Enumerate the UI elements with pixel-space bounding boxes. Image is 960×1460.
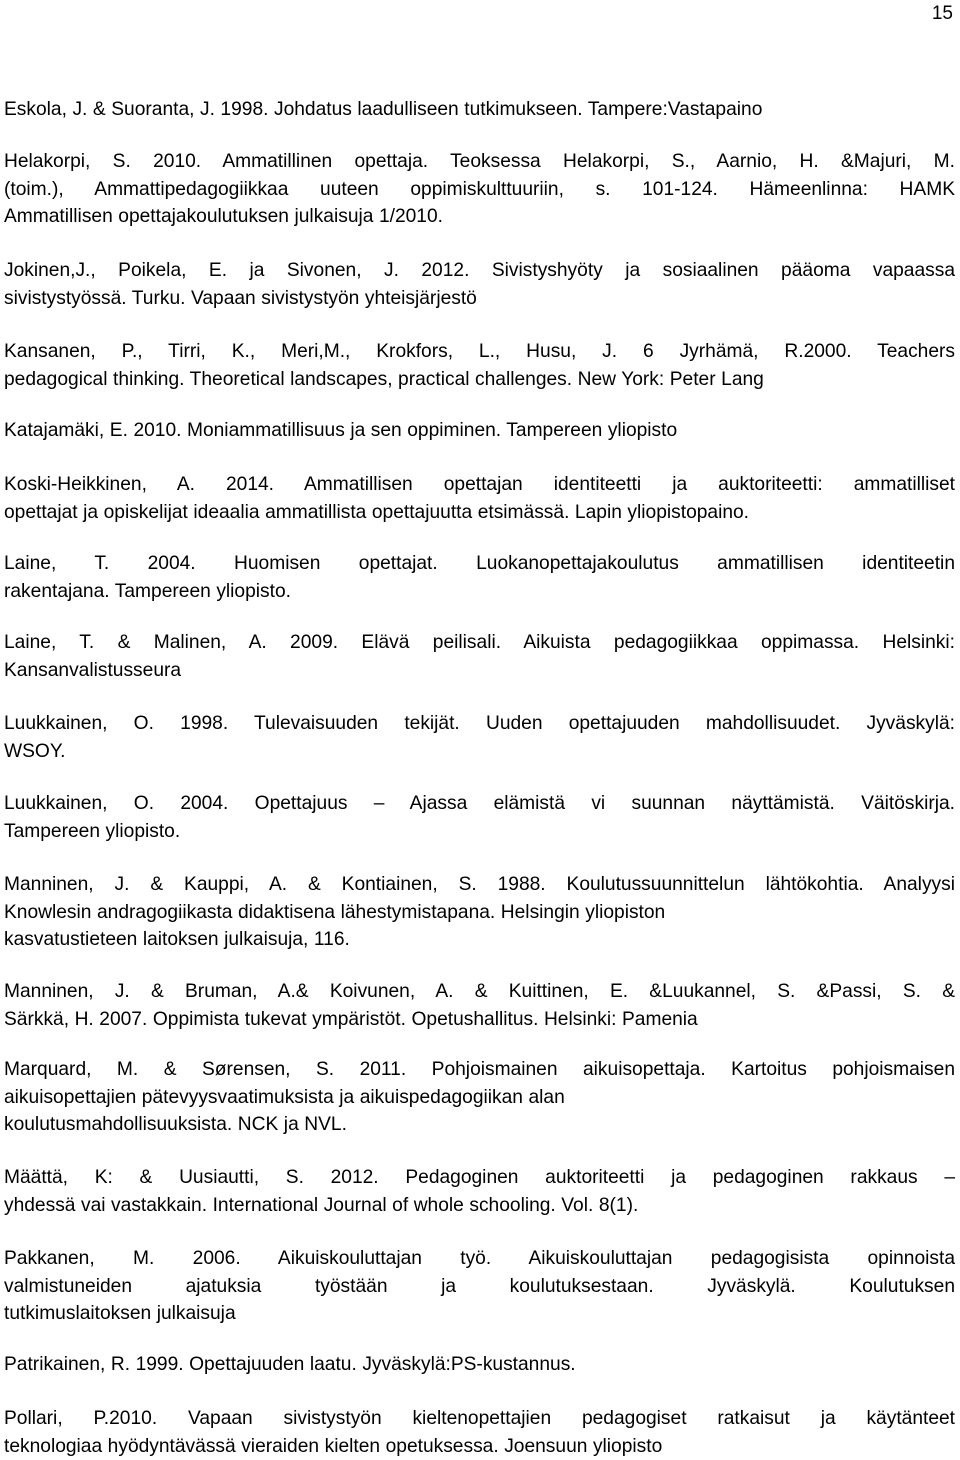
reference-line: Luukkainen, O. 2004. Opettajuus – Ajassa elämistä vi suunnan näyttämistä. Väitöskirja. <box>4 793 955 814</box>
reference-entry <box>4 96 762 124</box>
reference-line: Kansanvalistusseura <box>4 659 182 681</box>
reference-line: aikuisopettajien pätevyysvaatimuksista ja aikuispedagogiikan alan <box>4 1086 565 1108</box>
reference-line: Tampereen yliopisto. <box>4 820 181 842</box>
reference-entry <box>4 1164 955 1219</box>
reference-entry <box>4 629 955 684</box>
reference-line: Särkkä, H. 2007. Oppimista tukevat ympäristöt. Opetushallitus. Helsinki: Pamenia <box>4 1008 698 1030</box>
reference-entry <box>4 1405 955 1460</box>
reference-entry <box>4 550 955 605</box>
reference-line: Jokinen,J., Poikela, E. ja Sivonen, J. 2012. Sivistyshyöty ja sosiaalinen pääoma vapaassa <box>4 260 955 281</box>
reference-line: pedagogical thinking. Theoretical landscapes, practical challenges. New York: Peter Lang <box>4 368 764 390</box>
reference-line: koulutusmahdollisuuksista. NCK ja NVL. <box>4 1114 347 1136</box>
reference-line: tutkimuslaitoksen julkaisuja <box>4 1303 236 1325</box>
reference-line: Pollari, P.2010. Vapaan sivistystyön kieltenopettajien pedagogiset ratkaisut ja käytänteet <box>4 1408 955 1429</box>
reference-line: (toim.), Ammattipedagogiikkaa uuteen oppimiskulttuuriin, s. 101-124. Hämeenlinna: HAMK <box>4 178 955 200</box>
reference-entry <box>4 710 955 765</box>
reference-entry <box>4 338 955 393</box>
reference-line: yhdessä vai vastakkain. International Journal of whole schooling. Vol. 8(1). <box>4 1194 639 1216</box>
reference-line: teknologiaa hyödyntävässä vieraiden kielten opetuksessa. Joensuun yliopisto <box>4 1435 663 1457</box>
reference-line: rakentajana. Tampereen yliopisto. <box>4 580 291 602</box>
reference-line: Kansanen, P., Tirri, K., Meri,M., Krokfors, L., Husu, J. 6 Jyrhämä, R.2000. Teachers <box>4 341 955 362</box>
reference-line: kasvatustieteen laitoksen julkaisuja, 116. <box>4 929 350 951</box>
reference-entry <box>4 1351 955 1379</box>
page-number: 15 <box>931 3 953 24</box>
reference-entry <box>4 871 955 954</box>
reference-line: Määttä, K: & Uusiautti, S. 2012. Pedagoginen auktoriteetti ja pedagoginen rakkaus – <box>4 1167 955 1188</box>
reference-entry <box>4 471 955 526</box>
reference-line: Patrikainen, R. 1999. Opettajuuden laatu. Jyväskylä:PS-kustannus. <box>4 1354 576 1375</box>
reference-entry <box>4 1245 955 1328</box>
reference-line: Manninen, J. & Bruman, A.& Koivunen, A. & Kuittinen, E. &Luukannel, S. &Passi, S. & <box>4 981 955 1002</box>
reference-line: Marquard, M. & Sørensen, S. 2011. Pohjoismainen aikuisopettaja. Kartoitus pohjoismaisen <box>4 1059 955 1080</box>
reference-line: Ammatillisen opettajakoulutuksen julkaisuja 1/2010. <box>4 206 443 228</box>
reference-line: WSOY. <box>4 740 66 762</box>
reference-entry <box>4 790 955 845</box>
reference-line: Luukkainen, O. 1998. Tulevaisuuden tekijät. Uuden opettajuuden mahdollisuudet. Jyväskylä: <box>4 713 955 734</box>
reference-line: Katajamäki, E. 2010. Moniammatillisuus ja sen oppiminen. Tampereen yliopisto <box>4 420 678 441</box>
reference-entry <box>4 148 955 231</box>
reference-line: valmistuneiden ajatuksia työstään ja koulutuksestaan. Jyväskylä. Koulutuksen <box>4 1275 955 1297</box>
reference-line: Laine, T. 2004. Huomisen opettajat. Luokanopettajakoulutus ammatillisen identiteetin <box>4 553 955 574</box>
reference-line: opettajat ja opiskelijat ideaalia ammatillista opettajuutta etsimässä. Lapin yliopistopaino. <box>4 501 750 523</box>
reference-line: Helakorpi, S. 2010. Ammatillinen opettaja. Teoksessa Helakorpi, S., Aarnio, H. &Majuri, M. <box>4 151 955 172</box>
reference-entry <box>4 1056 955 1139</box>
reference-line: sivistystyössä. Turku. Vapaan sivistystyön yhteisjärjestö <box>4 287 477 309</box>
reference-entry <box>4 417 955 445</box>
reference-line: Laine, T. & Malinen, A. 2009. Elävä peilisali. Aikuista pedagogiikkaa oppimassa. Helsinki: <box>4 632 955 653</box>
reference-line: Eskola, J. & Suoranta, J. 1998. Johdatus laadulliseen tutkimukseen. Tampere:Vastapaino <box>4 99 763 120</box>
reference-line: Pakkanen, M. 2006. Aikuiskouluttajan työ. Aikuiskouluttajan pedagogisista opinnoista <box>4 1248 955 1269</box>
reference-line: Koski-Heikkinen, A. 2014. Ammatillisen opettajan identiteetti ja auktoriteetti: ammatilliset <box>4 474 955 495</box>
reference-entry <box>4 257 955 312</box>
reference-entry <box>4 978 955 1033</box>
reference-line: Manninen, J. & Kauppi, A. & Kontiainen, S. 1988. Koulutussuunnittelun lähtökohtia. Analyysi <box>4 874 955 895</box>
reference-line: Knowlesin andragogiikasta didaktisena lähestymistapana. Helsingin yliopiston <box>4 901 666 923</box>
